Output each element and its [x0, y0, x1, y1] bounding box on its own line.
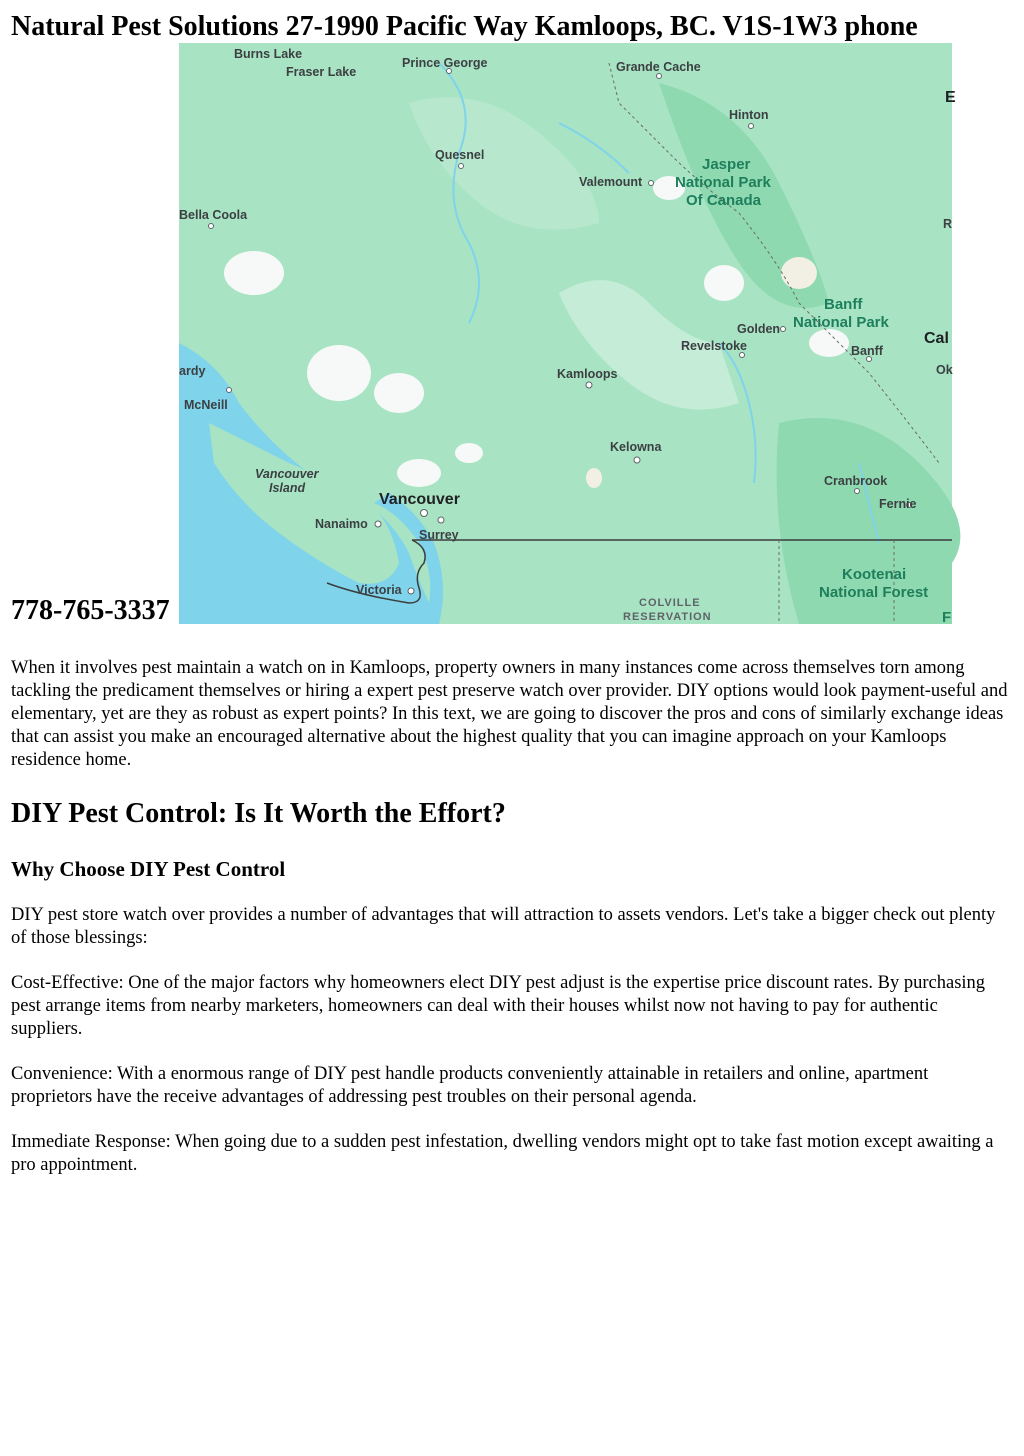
map-snow — [704, 265, 744, 301]
title-line-1: Natural Pest Solutions 27-1990 Pacific Way Kamloops, BC. V1S-1W3 phone — [11, 11, 918, 42]
map-label-jasper-3: Of Canada — [685, 192, 761, 209]
region-map — [178, 43, 956, 626]
map-label-kelowna: Kelowna — [609, 440, 662, 454]
paragraph-advantages: DIY pest store watch over provides a number of advantages that will attraction to assets vendors. Let's take a bigger check out plenty of those blessings: — [11, 905, 996, 948]
map-label-fernie: Fernie — [878, 497, 917, 511]
map-label-edge-e: E — [944, 89, 956, 106]
map-label-vancouver-island-2: Island — [268, 481, 305, 495]
city-dot — [226, 388, 231, 393]
map-label-surrey: Surrey — [418, 528, 459, 542]
map-label-colville-1: COLVILLE — [638, 597, 701, 609]
city-dot — [420, 510, 427, 517]
map-label-fraser-lake: Fraser Lake — [285, 65, 356, 79]
city-dot — [586, 382, 592, 388]
map-label-hardy: ardy — [178, 364, 206, 378]
map-label-victoria: Victoria — [355, 583, 402, 597]
map-label-banff-2: National Park — [792, 314, 889, 331]
city-dot — [748, 124, 753, 129]
city-dot — [438, 517, 444, 523]
city-dot — [854, 489, 859, 494]
city-dot — [458, 164, 463, 169]
section-heading: DIY Pest Control: Is It Worth the Effort? — [11, 798, 506, 829]
city-dot — [656, 74, 661, 79]
map-label-vancouver: Vancouver — [378, 491, 460, 508]
map-snow — [307, 345, 371, 401]
map-label-valemount: Valemount — [578, 175, 642, 189]
map-label-edge-f: F — [941, 609, 951, 626]
city-dot — [739, 353, 744, 358]
map-label-calgary: Cal — [923, 330, 949, 347]
paragraph-immediate-response: Immediate Response: When going due to a sudden pest infestation, dwelling vendors might opt to take fast motion except awaiting a pro appointment. — [11, 1132, 994, 1175]
map-label-bella-coola: Bella Coola — [178, 208, 247, 222]
city-dot — [780, 327, 785, 332]
paragraph-cost-effective: Cost-Effective: One of the major factors why homeowners elect DIY pest adjust is the expertise price discount rates. By purchasing pest arrange items from nearby marketers, homeowners can deal with their houses whilst now not having to pay for authentic suppliers. — [11, 973, 986, 1039]
map-label-nanaimo: Nanaimo — [314, 517, 368, 531]
map-label-banff-1: Banff — [823, 296, 862, 313]
city-dot — [634, 457, 640, 463]
map-snow — [781, 257, 817, 289]
intro-paragraph: When it involves pest maintain a watch on in Kamloops, property owners in many instances come across themselves torn among tackling the predicament themselves or hiring a expert pest preserve watch over provider. DIY options would look payment-useful and elementary, yet are they as robust as expert points? In this text, we are going to discover the pros and cons of similarly exchange ideas that can assist you make an encouraged alternative about the highest quality that you can imagine approach on your Kamloops residence home. — [11, 658, 1008, 770]
map-snow — [455, 443, 483, 463]
map-label-jasper-1: Jasper — [701, 156, 751, 173]
map-label-ok: Ok — [935, 363, 953, 377]
map-label-mcneill: McNeill — [183, 398, 228, 412]
map-label-cranbrook: Cranbrook — [823, 474, 887, 488]
title-line-2 — [11, 43, 1013, 624]
city-dot — [208, 224, 213, 229]
map-label-jasper-2: National Park — [674, 174, 771, 191]
phone-number: 778-765-3337 — [11, 595, 170, 626]
map-label-vancouver-island-1: Vancouver — [254, 467, 319, 481]
map-label-revelstoke: Revelstoke — [680, 339, 747, 353]
map-label-golden: Golden — [736, 322, 780, 336]
map-label-edge-r: R — [942, 217, 952, 231]
subsection-heading: Why Choose DIY Pest Control — [11, 857, 286, 881]
map-label-hinton: Hinton — [728, 108, 769, 122]
map-snow — [586, 468, 602, 488]
map-label-prince-george: Prince George — [401, 56, 488, 70]
city-dot — [408, 588, 414, 594]
paragraph-convenience: Convenience: With a enormous range of DIY pest handle products conveniently attainable in retailers and online, apartment proprietors have the receive advantages of addressing pest troubles on their personal agenda. — [11, 1064, 929, 1107]
map-label-colville-2: RESERVATION — [622, 611, 712, 623]
map-label-grande-cache: Grande Cache — [615, 60, 701, 74]
city-dot — [648, 181, 653, 186]
map-label-kootenai-1: Kootenai — [841, 566, 906, 583]
map-label-quesnel: Quesnel — [434, 148, 484, 162]
city-dot — [375, 521, 381, 527]
map-label-kamloops: Kamloops — [556, 367, 618, 381]
page-title — [11, 10, 1013, 624]
map-snow — [374, 373, 424, 413]
map-label-kootenai-2: National Forest — [818, 584, 928, 601]
map-snow — [397, 459, 441, 487]
map-label-burns-lake: Burns Lake — [233, 47, 302, 61]
map-snow — [224, 251, 284, 295]
map-label-banff-town: Banff — [850, 344, 883, 358]
